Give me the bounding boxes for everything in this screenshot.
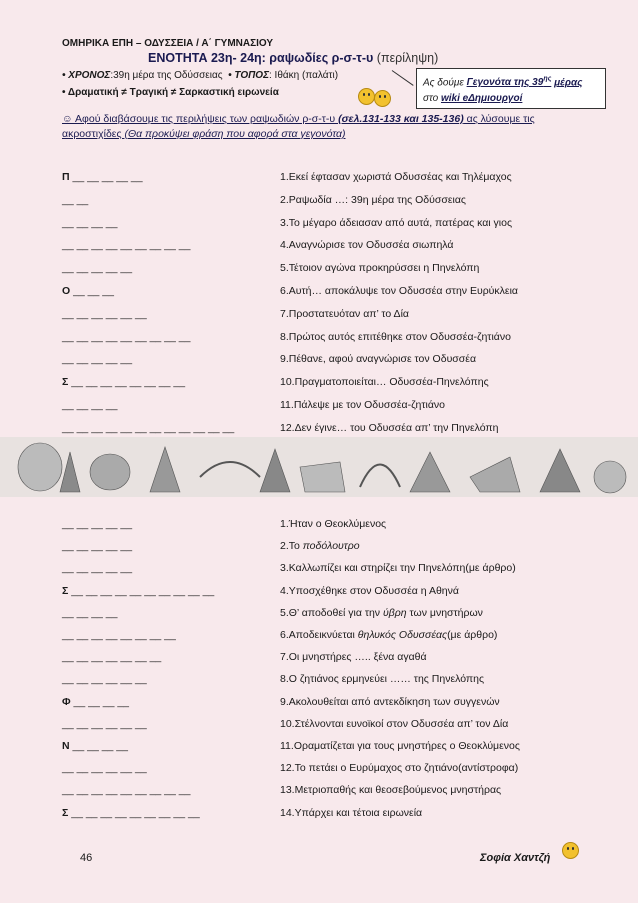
acrostic-letter: Φ [62, 695, 71, 708]
page-reference: (σελ.131-133 και 135-136) [338, 113, 464, 125]
clue-text: 6.Αποδεικνύεται θηλυκός Οδυσσέας(με άρθρο) [280, 629, 498, 641]
time-place-line [62, 70, 338, 81]
blank-lines: __ __ __ __ __ __ __ __ __ [62, 784, 191, 797]
acrostic-row [62, 262, 280, 278]
clue-text: 11.Πάλεψε με τον Οδυσσέα-ζητιάνο [280, 399, 446, 411]
clue-text: 9.Ακολουθείται από αντεκδίκηση των συγγενών [280, 695, 500, 708]
callout-highlight[interactable]: Γεγονότα της $39^{\eta\varsigma}$ [466, 76, 552, 89]
clue-tail: (με άρθρο) [447, 629, 498, 641]
blank-lines: __ __ __ __ __ __ [62, 717, 147, 730]
acrostic-row [62, 239, 280, 255]
smiley-icon [562, 842, 579, 859]
clue-text: 14.Υπάρχει και τέτοια ειρωνεία [280, 806, 423, 819]
acrostic-row [62, 585, 280, 601]
callout-prefix: Ας δούμε [423, 77, 464, 89]
acrostic-row [62, 422, 280, 438]
blank-lines: __ __ __ __ __ [62, 262, 133, 275]
acrostic-row [62, 607, 280, 623]
answer-blanks[interactable] [62, 784, 280, 796]
smiley-icon [358, 88, 375, 105]
clue-text: 12.Το πετάει ο Ευρύμαχος στο ζητιάνο(αντίστροφα) [280, 762, 519, 775]
place-value: : Ιθάκη (παλάτι) [269, 70, 339, 81]
blank-lines: __ __ __ __ __ __ __ __ __ [62, 239, 191, 252]
answer-blanks[interactable] [62, 673, 280, 685]
clue-text: 1.Εκεί έφτασαν χωριστά Οδυσσέας και Τηλέμαχος [280, 171, 512, 183]
acrostic-row [62, 376, 280, 392]
clue-text: 8.Πρώτος αυτός επιτέθηκε στον Οδυσσέα-ζητιάνο [280, 330, 511, 343]
answer-blanks[interactable] [62, 422, 280, 434]
acrostic-row [62, 331, 280, 347]
clue-text: 13.Μετριοπαθής και θεοσεβούμενος μνηστήρας [280, 784, 502, 797]
callout-suffix: μέρας [554, 77, 583, 89]
course-header: ΟΜΗΡΙΚΑ ΕΠΗ – ΟΔΥΣΣΕΙΑ / Α΄ ΓΥΜΝΑΣΙΟΥ [62, 38, 274, 49]
unit-title-text: ΕΝΟΤΗΤΑ 23η- 24η: ραψωδίες ρ-σ-τ-υ [148, 51, 374, 65]
blank-lines: __ __ __ __ __ [69, 171, 143, 183]
acrostic-row [62, 696, 280, 712]
blank-lines: __ __ __ [70, 285, 114, 297]
blank-lines: __ __ __ __ __ __ [62, 307, 147, 320]
acrostic-row [62, 518, 280, 534]
clue-text: 5.Τέτοιον αγώνα προκηρύσσει η Πηνελόπη [280, 262, 480, 275]
blank-lines: __ __ __ __ __ __ __ __ __ [68, 806, 200, 819]
clue-text: 10.Στέλνονται ευνοϊκοί στον Οδυσσέα απ’ τον Δία [280, 717, 509, 730]
acrostic-row [62, 762, 280, 778]
answer-blanks[interactable] [62, 331, 280, 343]
time-label: • ΧΡΟΝΟΣ [62, 70, 111, 81]
answer-blanks[interactable] [62, 376, 280, 388]
blank-lines: __ __ __ __ __ [62, 518, 133, 530]
answer-blanks[interactable] [62, 171, 280, 183]
acrostic-row [62, 651, 280, 667]
acrostic-letter: Ο [62, 285, 71, 297]
clue-text: 6.Αυτή… αποκάλυψε τον Οδυσσέα στην Ευρύκλεια [280, 285, 518, 297]
blank-lines: __ __ [62, 193, 89, 206]
acrostic-row [62, 308, 280, 324]
blank-lines: __ __ __ __ __ __ __ __ __ __ [68, 584, 215, 597]
blank-lines: __ __ __ __ [62, 606, 118, 619]
blank-lines: __ __ __ __ __ __ __ __ __ __ __ __ [62, 421, 235, 434]
clue-text: 12.Δεν έγινε… του Οδυσσέα απ’ την Πηνελόπη [280, 421, 499, 434]
instructions [62, 112, 582, 142]
acrostic-row [62, 194, 280, 210]
blank-lines: __ __ __ __ __ __ [62, 762, 147, 775]
wiki-callout-box [416, 68, 606, 109]
clue-text: 8.Ο ζητιάνος ερμηνεύει …… της Πηνελόπης [280, 673, 485, 686]
clue-text: 4.Υποσχέθηκε στον Οδυσσέα η Αθηνά [280, 584, 459, 597]
answer-blanks[interactable] [62, 217, 280, 229]
answer-blanks[interactable] [62, 740, 280, 752]
blank-lines: __ __ __ __ __ [62, 540, 133, 553]
answer-blanks[interactable] [62, 285, 280, 297]
answer-blanks[interactable] [62, 607, 280, 619]
answer-blanks[interactable] [62, 353, 280, 365]
acrostic-row [62, 562, 280, 578]
time-value: :39η μέρα της Οδύσσειας [110, 70, 223, 81]
acrostic-row [62, 740, 280, 756]
answer-blanks[interactable] [62, 651, 280, 663]
smiley-icon [374, 90, 391, 107]
answer-blanks[interactable] [62, 562, 280, 574]
callout-leader [392, 70, 414, 86]
answer-blanks[interactable] [62, 399, 280, 411]
callout-line2-prefix: στο [423, 93, 439, 105]
clue-text: 7.Προστατευόταν απ’ το Δία [280, 307, 409, 320]
irony-line: • Δραματική ≠ Τραγική ≠ Σαρκαστική ειρωνεία [62, 87, 279, 98]
acrostic-row [62, 399, 280, 415]
wiki-link[interactable]: wiki eΔημιουργοί [440, 93, 523, 105]
clue-text: 2.Ραψωδία …: 39η μέρα της Οδύσσειας [280, 193, 466, 206]
answer-blanks[interactable] [62, 585, 280, 597]
clue-text: 3.Το μέγαρο άδειασαν από αυτά, πατέρας και γιος [280, 216, 512, 229]
page-number: 46 [80, 852, 93, 864]
answer-blanks[interactable] [62, 308, 280, 320]
clue-text: 7.Οι μνηστήρες ….. ξένα αγαθά [280, 651, 427, 664]
clue-text: 9.Πέθανε, αφού αναγνώρισε τον Οδυσσέα [280, 353, 477, 366]
unit-title [148, 51, 438, 65]
clue-text: 4.Αναγνώρισε τον Οδυσσέα σιωπηλά [280, 239, 454, 252]
unit-title-sub: (περίληψη) [376, 51, 439, 65]
acrostic-letter: Σ [62, 376, 69, 389]
answer-blanks[interactable] [62, 540, 280, 552]
acrostic-row [62, 171, 280, 187]
acrostic-row [62, 540, 280, 556]
blank-lines: __ __ __ __ __ __ __ __ [62, 629, 176, 641]
clue-text: 5.Θ’ αποδοθεί για την ύβρη των μνηστήρων [280, 606, 483, 619]
instructions-text-2: ας λύσουμε τις ακροστιχίδες [62, 113, 535, 140]
acrostic-letter: Ν [62, 740, 70, 752]
blank-lines: __ __ __ __ [62, 399, 118, 411]
blank-lines: __ __ __ __ __ __ __ [62, 651, 162, 664]
answer-blanks[interactable] [62, 194, 280, 206]
blank-lines: __ __ __ __ [62, 216, 118, 229]
clue-text: 2.Το ποδόλουτρο [280, 540, 360, 553]
ancient-frieze-image [0, 437, 638, 497]
answer-blanks[interactable] [62, 518, 280, 530]
answer-blanks[interactable] [62, 629, 280, 641]
answer-blanks[interactable] [62, 807, 280, 819]
blank-lines: __ __ __ __ __ [62, 353, 133, 366]
clue-tail: των μνηστήρων [406, 606, 483, 619]
acrostic-row [62, 353, 280, 369]
instructions-note: (Θα προκύψει φράση που αφορά στα γεγονότα) [124, 128, 346, 140]
answer-blanks[interactable] [62, 718, 280, 730]
clue-text: 1.Ήταν ο Θεοκλύμενος [280, 518, 387, 530]
clue-text: 11.Οραματίζεται για τους μνηστήρες ο Θεοκλύμενος [280, 740, 520, 752]
acrostic-row [62, 217, 280, 233]
clue-text: 3.Καλλωπίζει και στηρίζει την Πηνελόπη(με άρθρο) [280, 562, 516, 575]
blank-lines: __ __ __ __ [69, 740, 128, 752]
acrostic-row [62, 718, 280, 734]
acrostic-row [62, 807, 280, 823]
clue-emphasis: ποδόλουτρο [302, 540, 360, 553]
answer-blanks[interactable] [62, 239, 280, 251]
author-name: Σοφία Χαντζή [480, 852, 551, 864]
answer-blanks[interactable] [62, 696, 280, 708]
acrostic-row [62, 285, 280, 301]
blank-lines: __ __ __ __ __ __ __ __ __ [62, 330, 191, 343]
clue-emphasis: ύβρη [382, 606, 407, 619]
clue-emphasis: θηλυκός Οδυσσέας [357, 629, 448, 641]
answer-blanks[interactable] [62, 262, 280, 274]
answer-blanks[interactable] [62, 762, 280, 774]
acrostic-letter: Σ [62, 584, 69, 597]
blank-lines: __ __ __ __ __ __ __ __ [68, 376, 186, 389]
blank-lines: __ __ __ __ __ [62, 562, 133, 575]
blank-lines: __ __ __ __ __ __ [62, 673, 147, 686]
instructions-text: ☺ Αφού διαβάσουμε τις περιλήψεις των ραψωδιών ρ-σ-τ-υ [62, 113, 339, 125]
acrostic-letter: Σ [62, 806, 69, 819]
acrostic-row [62, 673, 280, 689]
acrostic-letter: Π [62, 171, 70, 183]
acrostic-row [62, 629, 280, 645]
clue-text: 10.Πραγματοποιείται… Οδυσσέα-Πηνελόπης [280, 376, 489, 389]
acrostic-row [62, 784, 280, 800]
blank-lines: __ __ __ __ [70, 695, 130, 708]
place-label: • ΤΟΠΟΣ [228, 70, 269, 81]
